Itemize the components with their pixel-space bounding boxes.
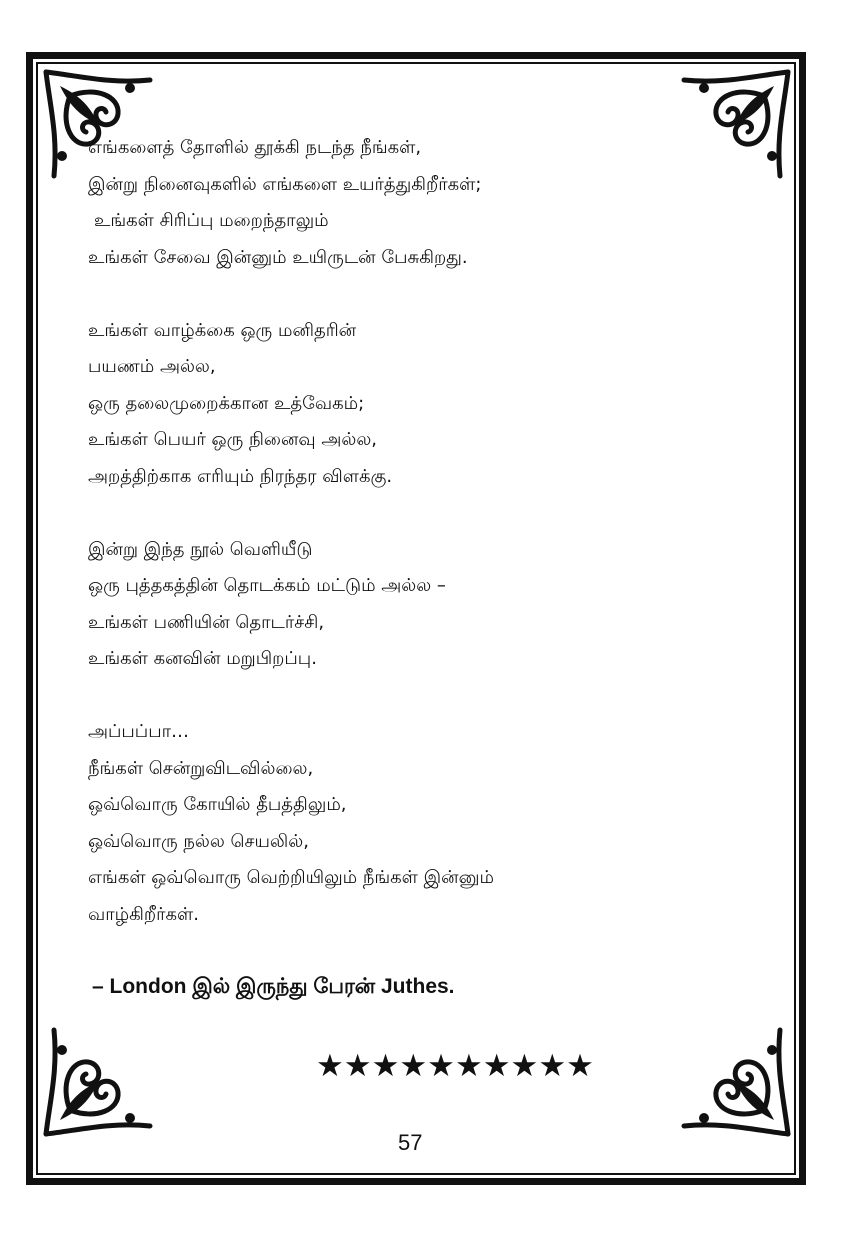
poem-line: அறத்திற்காக எரியும் நிரந்தர விளக்கு.: [88, 465, 393, 487]
poem-line: ஒவ்வொரு கோயில் தீபத்திலும்,: [88, 794, 347, 815]
poem-line: எங்கள் ஒவ்வொரு வெற்றியிலும் நீங்கள் இன்னும்: [88, 867, 494, 888]
poem-body: [88, 130, 728, 933]
poem-line: உங்கள் சிரிப்பு மறைந்தாலும்: [94, 210, 329, 231]
poem-line: ஒவ்வொரு நல்ல செயலில்,: [88, 830, 309, 852]
poem-line: அப்பப்பா…: [88, 721, 189, 742]
poem-line: இன்று இந்த நூல் வெளியீடு: [88, 538, 313, 560]
signature-line: – London இல் இருந்து பேரன் Juthes.: [92, 975, 455, 998]
corner-flourish-icon: [674, 1020, 794, 1140]
poem-line: உங்கள் சேவை இன்னும் உயிருடன் பேசுகிறது.: [88, 246, 468, 268]
poem-line: வாழ்கிறீர்கள்.: [88, 903, 199, 925]
poem-line: பயணம் அல்ல,: [88, 356, 216, 377]
stanza-gap: [88, 276, 728, 313]
poem-line: நீங்கள் சென்றுவிடவில்லை,: [88, 757, 314, 779]
stanza-gap: [88, 678, 728, 715]
poem-line: உங்கள் பணியின் தொடர்ச்சி,: [88, 611, 325, 633]
poem-line: உங்கள் வாழ்க்கை ஒரு மனிதரின்: [88, 319, 357, 341]
page-number: 57: [398, 1130, 423, 1155]
poem-line: உங்கள் பெயர் ஒரு நினைவு அல்ல,: [88, 429, 377, 450]
stanza-gap: [88, 495, 728, 532]
poem-line: ஒரு தலைமுறைக்கான உத்வேகம்;: [88, 392, 365, 414]
stanza: [88, 532, 728, 678]
poem-line: எங்களைத் தோளில் தூக்கி நடந்த நீங்கள்,: [88, 137, 422, 158]
poem-line: ஒரு புத்தகத்தின் தொடக்கம் மட்டும் அல்ல –: [88, 575, 446, 596]
stanza: [88, 313, 728, 496]
stanza: [88, 714, 728, 933]
corner-flourish-icon: [40, 1020, 160, 1140]
stanza: [88, 130, 728, 276]
star-divider: ★★★★★★★★★★: [316, 1048, 594, 1084]
poem-line: இன்று நினைவுகளில் எங்களை உயர்த்துகிறீர்கள்;: [88, 173, 482, 195]
poem-line: உங்கள் கனவின் மறுபிறப்பு.: [88, 648, 317, 669]
